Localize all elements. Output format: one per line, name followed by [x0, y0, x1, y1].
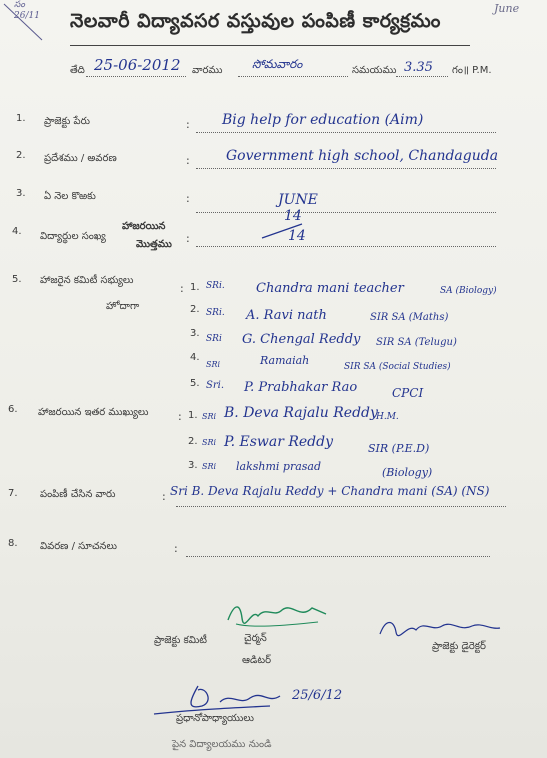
field-5-label-role: హోదాగా [106, 301, 140, 312]
field-5-number: 5. [12, 274, 22, 285]
other-member-name: lakshmi prasad [236, 460, 322, 473]
committee-member-role: SIR SA (Telugu) [376, 337, 457, 348]
committee-signature-label: ప్రాజెక్టు కమిటీ [154, 635, 207, 646]
other-member-number: 2. [188, 436, 198, 447]
corner-note-left: సం 26/11 [14, 0, 40, 21]
headmaster-sub: పైన విద్యాలయము నుండి [172, 739, 272, 750]
field-1-label: ప్రాజెక్టు పేరు [44, 116, 90, 127]
field-2-number: 2. [16, 150, 26, 161]
committee-member-number: 4. [190, 352, 200, 363]
committee-member-name: Ramaiah [260, 354, 310, 367]
field-8-colon: : [174, 542, 178, 555]
headmaster-signature-date: 25/6/12 [292, 688, 343, 703]
committee-member-number: 2. [190, 304, 200, 315]
committee-member-role: SA (Biology) [440, 286, 497, 296]
field-8-label: వివరణ / సూచనలు [40, 541, 118, 552]
committee-member-prefix: SRi [206, 360, 221, 369]
field-4-number: 4. [12, 226, 22, 237]
field-4-label-present: హాజరయిన [122, 221, 166, 232]
field-7-value: Sri B. Deva Rajalu Reddy + Chandra mani (SA) (NS) [170, 484, 490, 498]
other-member-name: B. Deva Rajalu Reddy [224, 405, 378, 421]
other-member-prefix: SRi [202, 412, 217, 421]
field-7-underline [176, 506, 506, 507]
time-value: 3.35 [404, 60, 433, 75]
field-4-value-present: 14 [284, 208, 302, 224]
field-6-label: హాజరయిన ఇతర ముఖ్యులు [38, 407, 149, 418]
chairman-label: చైర్మన్ [244, 633, 267, 644]
field-3-colon: : [186, 192, 190, 205]
time-label: సమయము [352, 65, 397, 76]
time-suffix: గం॥ P.M. [452, 65, 492, 76]
field-4-underline [196, 246, 496, 247]
field-2-underline [196, 168, 496, 169]
committee-member-name: P. Prabhakar Rao [244, 380, 358, 395]
field-3-value: JUNE [278, 192, 318, 208]
field-7-label: పంపిణీ చేసిన వారు [40, 489, 116, 500]
date-value: 25-06-2012 [94, 56, 181, 74]
other-member-role: SIR (P.E.D) [368, 442, 430, 455]
field-3-label: ఏ నెల కొఱకు [44, 191, 96, 202]
other-member-number: 1. [188, 410, 198, 421]
field-2-colon: : [186, 154, 190, 167]
date-label: తేది [70, 65, 85, 76]
committee-member-name: G. Chengal Reddy [242, 332, 361, 347]
committee-member-number: 1. [190, 282, 200, 293]
other-member-name: P. Eswar Reddy [224, 434, 334, 450]
page-title: నెలవారీ విద్యావసర వస్తువుల పంపిణీ కార్యక్రమం [70, 10, 441, 32]
field-5-label: హాజరైన కమిటీ సభ్యులు [40, 275, 134, 286]
field-4-label: విద్యార్థుల సంఖ్య [40, 231, 106, 242]
other-member-prefix: SRi [202, 462, 217, 471]
date-underline [86, 76, 186, 77]
field-7-colon: : [162, 490, 166, 503]
committee-member-prefix: SRi. [206, 281, 225, 291]
day-label: వారము [192, 65, 223, 76]
field-3-underline [196, 212, 496, 213]
chairman-signature [222, 598, 332, 634]
day-value: సోమవారం [252, 57, 303, 71]
committee-member-name: Chandra mani teacher [256, 281, 404, 296]
other-member-prefix: SRi [202, 438, 217, 447]
committee-member-prefix: SRi [206, 334, 222, 344]
committee-member-role: SIR SA (Maths) [370, 312, 449, 323]
committee-member-role: SIR SA (Social Studies) [344, 362, 451, 372]
field-2-label: ప్రదేశము / అవరణ [44, 153, 117, 164]
other-member-number: 3. [188, 460, 198, 471]
field-1-colon: : [186, 118, 190, 131]
field-6-number: 6. [8, 404, 18, 415]
field-4-value-total: 14 [288, 228, 306, 244]
field-2-value: Government high school, Chandaguda [226, 148, 499, 164]
committee-member-number: 3. [190, 328, 200, 339]
director-label: ప్రాజెక్టు డైరెక్టర్ [432, 641, 486, 652]
field-7-number: 7. [8, 488, 18, 499]
field-1-value: Big help for education (Aim) [222, 112, 424, 128]
field-4-label-total: మొత్తము [136, 239, 172, 250]
field-8-underline [186, 556, 490, 557]
field-1-underline [196, 132, 496, 133]
time-underline [396, 76, 448, 77]
committee-member-prefix: SRi. [206, 308, 225, 318]
corner-note-right: June [494, 2, 520, 15]
committee-member-number: 5. [190, 378, 200, 389]
field-1-number: 1. [16, 113, 26, 124]
other-member-role: H.M. [376, 412, 399, 422]
committee-member-prefix: Sri. [206, 380, 225, 391]
field-3-number: 3. [16, 188, 26, 199]
field-8-number: 8. [8, 538, 18, 549]
committee-signature-sub: ఆడిటర్ [242, 655, 272, 666]
day-underline [238, 76, 348, 77]
field-5-colon: : [180, 282, 184, 295]
field-4-colon: : [186, 232, 190, 245]
committee-member-role: CPCI [392, 386, 424, 400]
other-member-role: (Biology) [382, 466, 433, 479]
corner-strike-mark [0, 0, 50, 45]
committee-member-name: A. Ravi nath [246, 308, 327, 323]
field-6-colon: : [178, 410, 182, 423]
headmaster-label: ప్రధానోపాధ్యాయులు [176, 713, 254, 724]
title-underline [70, 45, 470, 46]
